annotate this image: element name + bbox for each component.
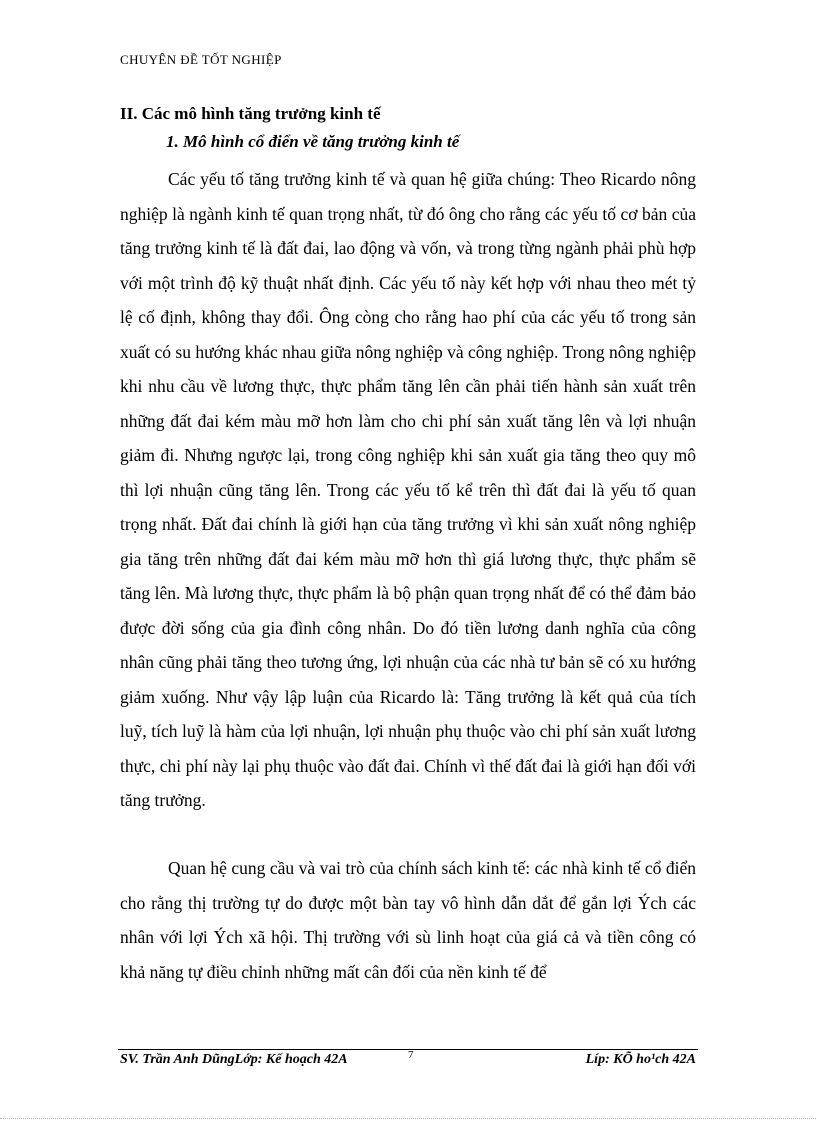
footer-class: Líp: KÕ ho¹ch 42A [585, 1052, 696, 1067]
page-number: 7 [408, 1049, 414, 1061]
section-heading: II. Các mô hình tăng trưởng kinh tế [120, 104, 381, 123]
body-paragraph-2: Quan hệ cung cầu và vai trò của chính sách kinh tế: các nhà kinh tế cổ điển cho rằng thị trường tự do được một bàn tay vô hình dẫn dắt để gắn lợi Ých các nhân với lợi Ých xã hội. Thị trường với sù linh hoạt của giá cả và tiền công có khả năng tự điều chỉnh những mất cân đối của nền kinh tế để [120, 858, 696, 982]
running-header: CHUYÊN ĐỀ TỐT NGHIỆP [120, 52, 282, 67]
footer-author: SV. Trần Anh DũngLớp: Kế hoạch 42A [120, 1052, 348, 1067]
subsection-heading: 1. Mô hình cổ điển về tăng trưởng kinh tế [166, 132, 460, 151]
page-bottom-edge [0, 1118, 816, 1119]
body-paragraph-1: Các yếu tố tăng trưởng kinh tế và quan hệ giữa chúng: Theo Ricardo nông nghiệp là ngành kinh tế quan trọng nhất, từ đó ông cho rằng các yếu tố cơ bản của tăng trưởng kinh tế là đất đai, lao động và vốn, và trong từng ngành phải phù hợp với một trình độ kỹ thuật nhất định. Các yếu tố này kết hợp với nhau theo mét tỷ lệ cố định, không thay đổi. Ông còng cho rằng hao phí của các yếu tố trong sản xuất có su hướng khác nhau giữa nông nghiệp và công nghiệp. Trong nông nghiệp khi nhu cầu về lương thực, thực phẩm tăng lên cần phải tiến hành sản xuất trên những đất đai kém màu mỡ hơn làm cho chi phí sản xuất tăng lên và lợi nhuận giảm đi. Nhưng ngược lại, trong công nghiệp khi sản xuất gia tăng theo quy mô thì lợi nhuận cũng tăng lên. Trong các yếu tố kể trên thì đất đai là yếu tố quan trọng nhất. Đất đai chính là giới hạn của tăng trưởng vì khi sản xuất nông nghiệp gia tăng trên những đất đai kém màu mỡ hơn thì giá lương thực, thực phẩm sẽ tăng lên. Mà lương thực, thực phẩm là bộ phận quan trọng nhất để có thể đảm bảo được đời sống của gia đình công nhân. Do đó tiền lương danh nghĩa của công nhân cũng phải tăng theo tương ứng, lợi nhuận của các nhà tư bản sẽ có xu hướng giảm xuống. Như vậy lập luận của Ricardo là: Tăng trưởng là kết quả của tích luỹ, tích luỹ là hàm của lợi nhuận, lợi nhuận phụ thuộc vào chi phí sản xuất lương thực, chi phí này lại phụ thuộc vào đất đai. Chính vì thế đất đai là giới hạn đối với tăng trưởng. [120, 169, 696, 810]
